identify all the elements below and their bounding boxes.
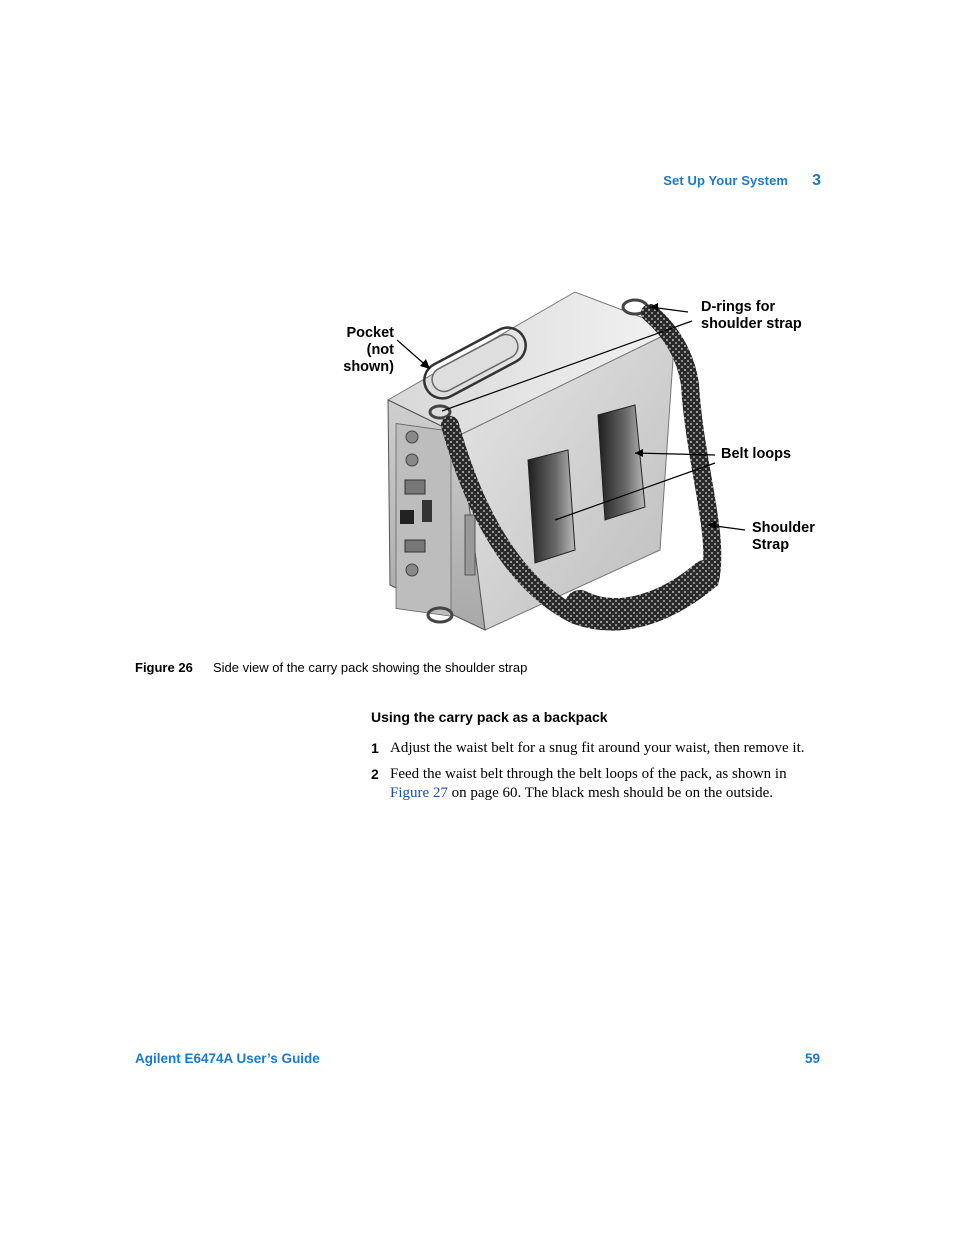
footer-page-number: 59 [804, 1051, 820, 1066]
callout-d-rings-line1: D-rings for [701, 299, 776, 315]
callout-d-rings [701, 299, 802, 333]
header-section-title: Set Up Your System [663, 173, 789, 188]
callout-shoulder-line1: Shoulder [752, 520, 815, 536]
header-chapter-number: 3 [812, 172, 821, 189]
figure-caption-label: Figure 26 [135, 660, 193, 675]
figure-27-link[interactable]: Figure 27 [390, 785, 448, 801]
running-header [663, 172, 821, 190]
figure-caption-text: Side view of the carry pack showing the shoulder strap [213, 660, 528, 675]
step-text: Adjust the waist belt for a snug fit around your waist, then remove it. [390, 740, 805, 756]
callout-d-rings-line2: shoulder strap [701, 316, 802, 332]
callout-pocket-line1: Pocket [346, 325, 394, 341]
section-heading: Using the carry pack as a backpack [371, 709, 608, 725]
callout-pocket [314, 325, 394, 376]
callout-shoulder-strap [752, 520, 815, 554]
carry-pack-figure [300, 285, 840, 640]
list-item [371, 765, 821, 804]
list-item [371, 739, 821, 759]
figure-caption [135, 660, 527, 675]
callout-belt-loops [721, 446, 791, 463]
callout-pocket-line2: (not shown) [343, 342, 394, 375]
step-text-before: Feed the waist belt through the belt loops of the pack, as shown in [390, 765, 787, 782]
step-number: 1 [371, 740, 379, 756]
footer-guide-title: Agilent E6474A User’s Guide [135, 1051, 320, 1066]
callout-shoulder-line2: Strap [752, 537, 790, 553]
step-text-after: on page 60. The black mesh should be on the outside. [447, 785, 773, 801]
belt-loop-left [528, 450, 575, 563]
step-number: 2 [371, 765, 379, 782]
step-text [390, 765, 821, 804]
step-list [371, 739, 821, 810]
callout-belt-loops-label: Belt loops [721, 446, 792, 462]
